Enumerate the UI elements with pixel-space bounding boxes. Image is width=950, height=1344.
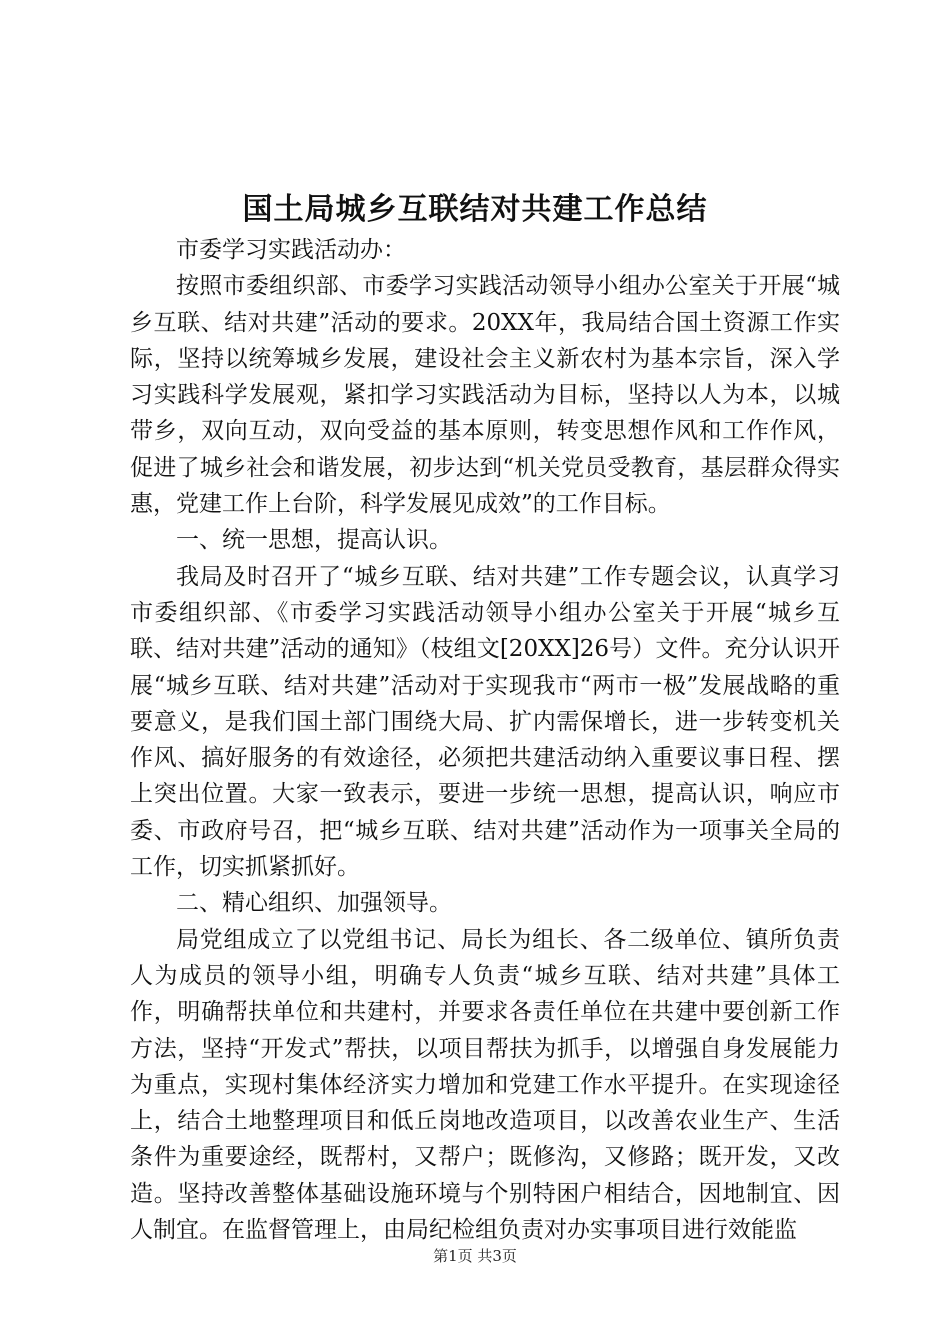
- page-footer: 第1页 共3页: [433, 1247, 517, 1265]
- document-body: [130, 232, 840, 1248]
- salutation-paragraph: 市委学习实践活动办：: [176, 237, 406, 263]
- section-2-paragraph: 局党组成立了以党组书记、局长为组长、各二级单位、镇所负责人为成员的领导小组，明确专人负责“城乡互联、结对共建”具体工作，明确帮扶单位和共建村，并要求各责任单位在共建中要创新工作方法，坚持“开发式”帮扶，以项目帮扶为抓手，以增强自身发展能力为重点，实现村集体经济实力增加和党建工作水平提升。在实现途径上，结合土地整理项目和低丘岗地改造项目，以改善农业生产、生活条件为重要途经，既帮村，又帮户；既修沟，又修路；既开发，又改造。坚持改善整体基础设施环境与个别特困户相结合，因地制宜、因人制宜。在监督管理上，由局纪检组负责对办实事项目进行效能监: [130, 926, 840, 1244]
- intro-paragraph: 按照市委组织部、市委学习实践活动领导小组办公室关于开展“城乡互联、结对共建”活动的要求。20XX年，我局结合国土资源工作实际，坚持以统筹城乡发展，建设社会主义新农村为基本宗旨，深入学习实践科学发展观，紧扣学习实践活动为目标，坚持以人为本，以城带乡，双向互动，双向受益的基本原则，转变思想作风和工作作风，促进了城乡社会和谐发展，初步达到“机关党员受教育，基层群众得实惠，党建工作上台阶，科学发展见成效”的工作目标。: [130, 273, 840, 518]
- document-title: 国土局城乡互联结对共建工作总结: [242, 192, 708, 227]
- section-heading-2: 二、精心组织、加强领导。: [176, 890, 452, 917]
- section-1-paragraph: 我局及时召开了“城乡互联、结对共建”工作专题会议，认真学习市委组织部、《市委学习实践活动领导小组办公室关于开展“城乡互联、结对共建”活动的通知》（枝组文[20XX]26号）文件。充分认识开展“城乡互联、结对共建”活动对于实现我市“两市一极”发展战略的重要意义，是我们国土部门围绕大局、扩内需保增长，进一步转变机关作风、搞好服务的有效途径，必须把共建活动纳入重要议事日程、摆上突出位置。大家一致表示，要进一步统一思想，提高认识，响应市委、市政府号召，把“城乡互联、结对共建”活动作为一项事关全局的工作，切实抓紧抓好。: [130, 563, 840, 881]
- section-heading-1: 一、统一思想，提高认识。: [176, 527, 452, 554]
